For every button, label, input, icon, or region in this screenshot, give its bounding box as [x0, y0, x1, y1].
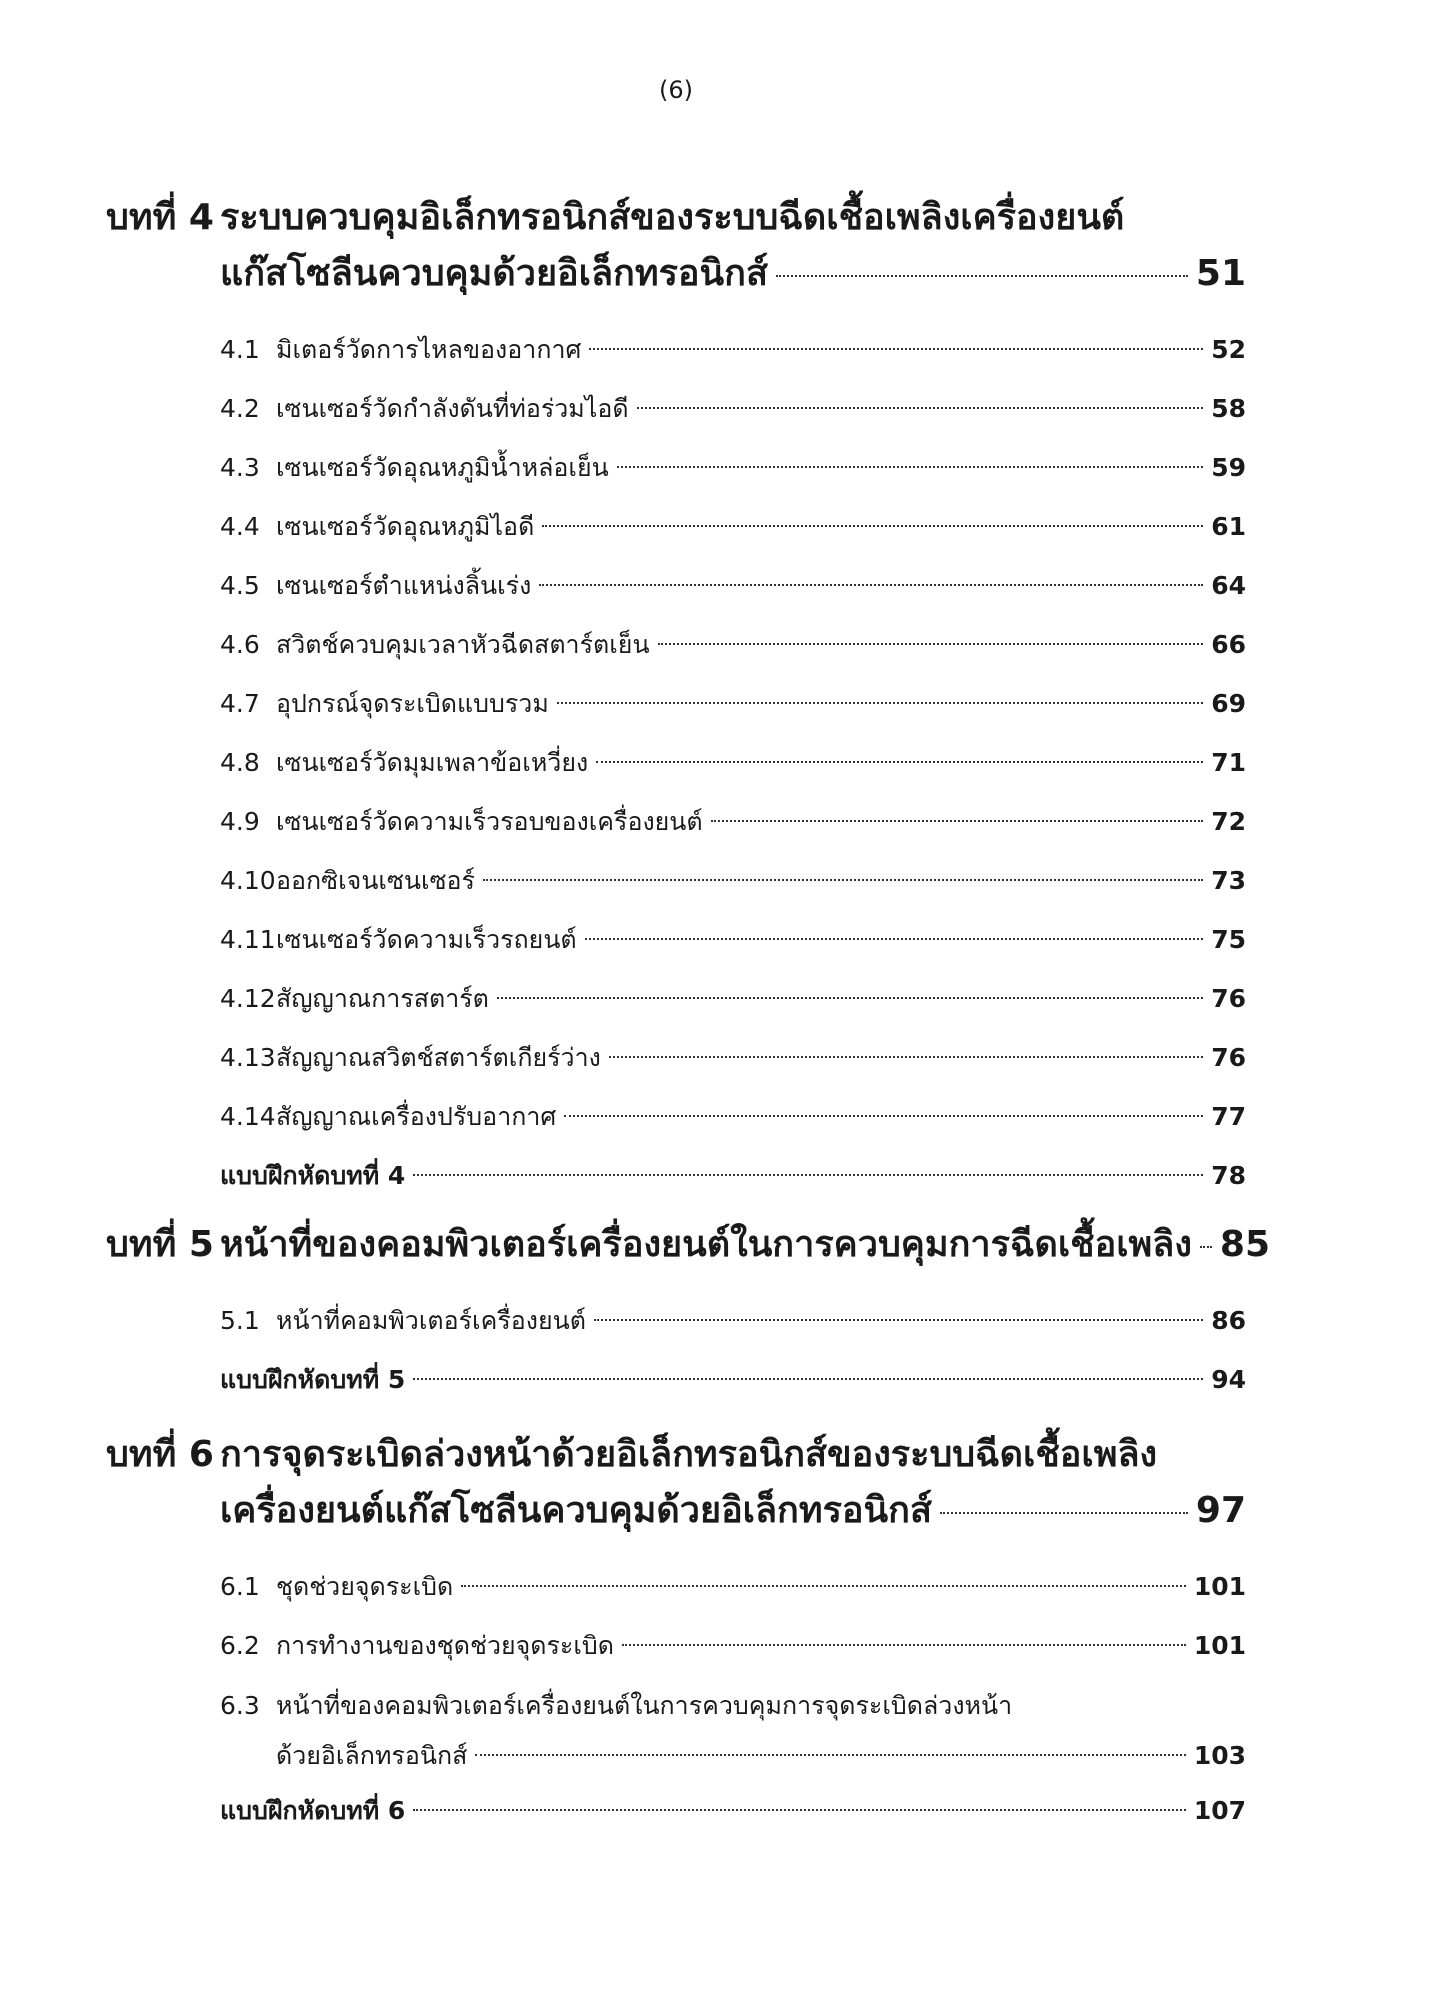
chapter-label: บทที่ 5 — [106, 1224, 214, 1265]
section-page: 71 — [1211, 748, 1246, 777]
section-title: สวิตช์ควบคุมเวลาหัวฉีดสตาร์ตเย็น — [276, 630, 650, 659]
dot-leader — [564, 1115, 1203, 1117]
chapter-label: บทที่ 6 — [106, 1434, 214, 1475]
chapter-title-line: แก๊สโซลีนควบคุมด้วยอิเล็กทรอนิกส์ 51 — [220, 246, 1246, 302]
section-number: 6.3 — [220, 1691, 260, 1720]
dot-leader — [413, 1174, 1203, 1176]
section-title: เซนเซอร์วัดความเร็วรอบของเครื่องยนต์ — [276, 807, 703, 836]
section-page: 72 — [1211, 807, 1246, 836]
section-title-line: ด้วยอิเล็กทรอนิกส์ 103 — [276, 1731, 1246, 1781]
toc-entry[interactable] — [220, 1087, 1246, 1146]
dot-leader — [542, 525, 1203, 527]
toc-entry[interactable] — [220, 1616, 1246, 1675]
section-page: 69 — [1211, 689, 1246, 718]
section-page: 101 — [1193, 1572, 1246, 1601]
section-number: 4.7 — [220, 689, 260, 718]
toc-entry[interactable] — [220, 379, 1246, 438]
section-number: 4.1 — [220, 335, 260, 364]
dot-leader — [596, 761, 1203, 763]
toc-entry[interactable] — [220, 1028, 1246, 1087]
chapter-6 — [106, 1427, 1246, 1840]
toc-entry[interactable] — [220, 792, 1246, 851]
dot-leader — [776, 275, 1188, 277]
section-page: 76 — [1211, 1043, 1246, 1072]
toc-entry[interactable] — [220, 851, 1246, 910]
section-number: 6.1 — [220, 1572, 260, 1601]
section-title: สัญญาณสวิตช์สตาร์ตเกียร์ว่าง — [276, 1043, 601, 1072]
chapter-title-line: การจุดระเบิดล่วงหน้าด้วยอิเล็กทรอนิกส์ของระบบฉีดเชื้อเพลิง — [220, 1434, 1158, 1475]
table-of-contents — [106, 190, 1271, 1840]
section-title: มิเตอร์วัดการไหลของอากาศ — [276, 335, 582, 364]
section-title: เซนเซอร์วัดมุมเพลาข้อเหวี่ยง — [276, 748, 589, 777]
chapter-heading — [106, 190, 1246, 302]
section-title: เซนเซอร์ตำแหน่งลิ้นเร่ง — [276, 571, 532, 600]
chapter-page: 97 — [1195, 1490, 1246, 1531]
section-page: 75 — [1211, 925, 1246, 954]
chapter-page: 85 — [1219, 1224, 1271, 1265]
dot-leader — [1200, 1246, 1212, 1248]
section-page: 52 — [1211, 335, 1246, 364]
section-number: 4.6 — [220, 630, 260, 659]
exercise-page: 107 — [1193, 1796, 1246, 1825]
dot-leader — [622, 1644, 1186, 1646]
dot-leader — [940, 1512, 1188, 1514]
dot-leader — [475, 1754, 1185, 1756]
dot-leader — [413, 1378, 1203, 1380]
toc-entry[interactable] — [220, 615, 1246, 674]
chapter-title-line: ระบบควบคุมอิเล็กทรอนิกส์ของระบบฉีดเชื้อเพลิงเครื่องยนต์ — [220, 197, 1125, 238]
chapter-page: 51 — [1195, 253, 1246, 294]
section-title: ชุดช่วยจุดระเบิด — [276, 1572, 454, 1601]
section-page: 77 — [1211, 1102, 1246, 1131]
dot-leader — [585, 938, 1204, 940]
exercise-title: แบบฝึกหัดบทที่ 5 — [220, 1365, 406, 1394]
toc-entry[interactable] — [220, 674, 1246, 733]
dot-leader — [461, 1585, 1186, 1587]
dot-leader — [637, 407, 1204, 409]
section-number: 4.2 — [220, 394, 260, 423]
toc-entry[interactable] — [220, 497, 1246, 556]
section-page: 66 — [1211, 630, 1246, 659]
section-number: 4.9 — [220, 807, 260, 836]
section-title: สัญญาณเครื่องปรับอากาศ — [276, 1102, 557, 1131]
section-number: 4.11 — [220, 925, 276, 954]
page-number: (6) — [659, 76, 693, 104]
section-title: สัญญาณการสตาร์ต — [276, 984, 489, 1013]
dot-leader — [617, 466, 1204, 468]
dot-leader — [557, 702, 1203, 704]
section-page: 64 — [1211, 571, 1246, 600]
exercise-title: แบบฝึกหัดบทที่ 4 — [220, 1161, 406, 1190]
dot-leader — [413, 1809, 1186, 1811]
exercise-entry[interactable] — [220, 1781, 1246, 1840]
section-number: 6.2 — [220, 1631, 260, 1660]
toc-entry[interactable] — [220, 1557, 1246, 1616]
section-page: 61 — [1211, 512, 1246, 541]
toc-entry[interactable] — [220, 1291, 1246, 1350]
section-page: 101 — [1193, 1631, 1246, 1660]
section-title: อุปกรณ์จุดระเบิดแบบรวม — [276, 689, 549, 718]
chapter-heading — [106, 1217, 1271, 1273]
section-page: 103 — [1193, 1741, 1246, 1770]
section-title-line: หน้าที่ของคอมพิวเตอร์เครื่องยนต์ในการควบคุมการจุดระเบิดล่วงหน้า — [276, 1691, 1013, 1720]
section-number: 4.8 — [220, 748, 260, 777]
exercise-page: 78 — [1211, 1161, 1246, 1190]
section-page: 59 — [1211, 453, 1246, 482]
section-number: 4.14 — [220, 1102, 276, 1131]
section-title: การทำงานของชุดช่วยจุดระเบิด — [276, 1631, 615, 1660]
dot-leader — [483, 879, 1203, 881]
toc-entry[interactable] — [220, 320, 1246, 379]
toc-entry[interactable] — [220, 556, 1246, 615]
dot-leader — [539, 584, 1203, 586]
toc-entry[interactable] — [220, 910, 1246, 969]
section-title: เซนเซอร์วัดอุณหภูมิไอดี — [276, 512, 535, 541]
section-title: หน้าที่คอมพิวเตอร์เครื่องยนต์ — [276, 1306, 586, 1335]
dot-leader — [497, 997, 1203, 999]
exercise-entry[interactable] — [220, 1146, 1246, 1205]
section-title: เซนเซอร์วัดกำลังดันที่ท่อร่วมไอดี — [276, 394, 629, 423]
section-number: 4.4 — [220, 512, 260, 541]
chapter-label: บทที่ 4 — [106, 197, 214, 238]
section-page: 86 — [1211, 1306, 1246, 1335]
dot-leader — [658, 643, 1204, 645]
section-page: 76 — [1211, 984, 1246, 1013]
section-number: 4.12 — [220, 984, 276, 1013]
section-number: 4.10 — [220, 866, 276, 895]
section-title: เซนเซอร์วัดอุณหภูมิน้ำหล่อเย็น — [276, 453, 609, 482]
section-number: 4.5 — [220, 571, 260, 600]
dot-leader — [594, 1319, 1203, 1321]
chapter-5 — [106, 1217, 1271, 1409]
dot-leader — [589, 348, 1203, 350]
chapter-4 — [106, 190, 1246, 1205]
chapter-title-line: หน้าที่ของคอมพิวเตอร์เครื่องยนต์ในการควบคุมการฉีดเชื้อเพลิง 85 — [220, 1217, 1246, 1273]
section-title: ออกซิเจนเซนเซอร์ — [276, 866, 475, 895]
exercise-page: 94 — [1211, 1365, 1246, 1394]
section-page: 73 — [1211, 866, 1246, 895]
section-number: 5.1 — [220, 1306, 260, 1335]
dot-leader — [609, 1056, 1203, 1058]
toc-entry[interactable] — [220, 438, 1246, 497]
chapter-title-line: เครื่องยนต์แก๊สโซลีนควบคุมด้วยอิเล็กทรอนิกส์ 97 — [220, 1483, 1246, 1539]
toc-entry[interactable] — [220, 1675, 1246, 1781]
section-number: 4.13 — [220, 1043, 276, 1072]
toc-entry[interactable] — [220, 969, 1246, 1028]
section-number: 4.3 — [220, 453, 260, 482]
section-title: เซนเซอร์วัดความเร็วรถยนต์ — [276, 925, 577, 954]
chapter-heading — [106, 1427, 1246, 1539]
exercise-entry[interactable] — [220, 1350, 1246, 1409]
exercise-title: แบบฝึกหัดบทที่ 6 — [220, 1796, 406, 1825]
section-page: 58 — [1211, 394, 1246, 423]
toc-entry[interactable] — [220, 733, 1246, 792]
dot-leader — [711, 820, 1204, 822]
